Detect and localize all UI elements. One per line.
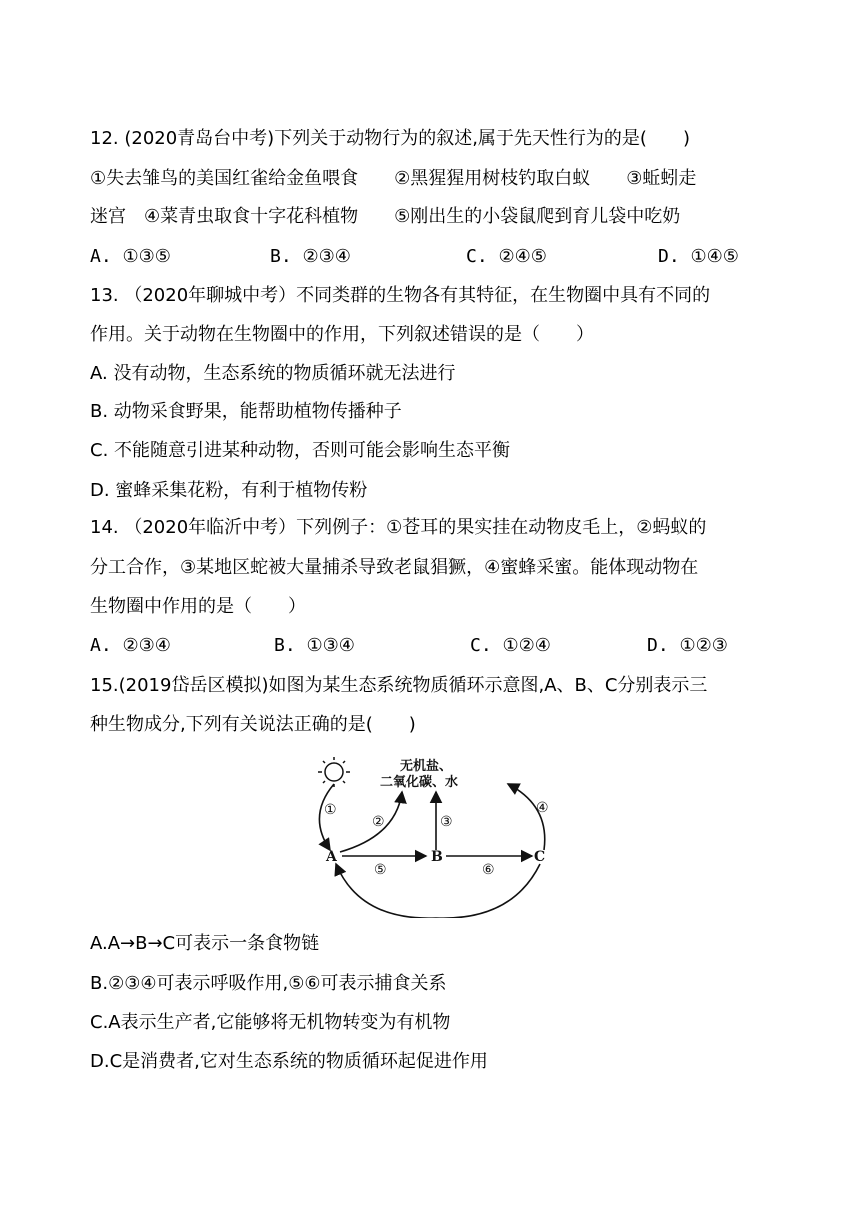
q12-line3: 迷宫 ④菜青虫取食十字花科植物 ⑤刚出生的小袋鼠爬到育儿袋中吃奶 — [90, 206, 681, 227]
arrow-2 — [340, 792, 402, 852]
q15-option-a: A.A→B→C可表示一条食物链 — [90, 933, 320, 954]
q12-option-d: D. ①④⑤ — [658, 246, 739, 267]
node-a: A — [326, 849, 337, 865]
label-3: ③ — [440, 814, 453, 830]
q14-line3: 生物圈中作用的是（ ） — [90, 596, 306, 617]
label-6: ⑥ — [482, 862, 495, 878]
q13-option-d: D. 蜜蜂采集花粉，有利于植物传粉 — [90, 480, 368, 501]
top-label-line1: 无机盐、 — [400, 759, 453, 774]
q15-stem: 15.(2019岱岳区模拟)如图为某生态系统物质循环示意图,A、B、C分别表示三 — [90, 675, 708, 696]
label-2: ② — [372, 814, 385, 830]
q13-stem: 13. （2020年聊城中考）不同类群的生物各有其特征，在生物圈中具有不同的 — [90, 285, 711, 306]
q15-option-c: C.A表示生产者,它能够将无机物转变为有机物 — [90, 1012, 451, 1033]
q12-option-c: C. ②④⑤ — [466, 246, 547, 267]
q13-option-a: A. 没有动物，生态系统的物质循环就无法进行 — [90, 363, 456, 384]
label-1: ① — [324, 802, 337, 818]
q14-option-b: B. ①③④ — [274, 635, 355, 656]
q12-line2: ①失去雏鸟的美国红雀给金鱼喂食 ②黑猩猩用树枝钓取白蚁 ③蚯蚓走 — [90, 168, 697, 189]
q12-stem: 12. (2020青岛台中考)下列关于动物行为的叙述,属于先天性行为的是( ) — [90, 128, 690, 149]
material-cycle-diagram — [312, 756, 562, 918]
q12-option-b: B. ②③④ — [270, 246, 351, 267]
q13-option-b: B. 动物采食野果，能帮助植物传播种子 — [90, 401, 402, 422]
q15-line2: 种生物成分,下列有关说法正确的是( ) — [90, 714, 416, 735]
q13-line2: 作用。关于动物在生物圈中的作用，下列叙述错误的是（ ） — [90, 324, 594, 345]
q14-stem: 14. （2020年临沂中考）下列例子：①苍耳的果实挂在动物皮毛上，②蚂蚁的 — [90, 517, 707, 538]
label-5: ⑤ — [374, 862, 387, 878]
q15-option-d: D.C是消费者,它对生态系统的物质循环起促进作用 — [90, 1051, 488, 1072]
label-4: ④ — [536, 800, 549, 816]
q14-option-d: D. ①②③ — [647, 635, 728, 656]
sun-icon — [318, 757, 350, 787]
node-c: C — [534, 849, 546, 865]
node-b: B — [431, 849, 443, 865]
q15-option-b: B.②③④可表示呼吸作用,⑤⑥可表示捕食关系 — [90, 973, 447, 994]
q13-option-c: C. 不能随意引进某种动物，否则可能会影响生态平衡 — [90, 440, 511, 461]
arrow-4 — [508, 784, 545, 850]
top-label-line2: 二氧化碳、水 — [380, 775, 459, 790]
q14-option-a: A. ②③④ — [90, 635, 171, 656]
q14-option-c: C. ①②④ — [470, 635, 551, 656]
bottom-arc — [336, 864, 540, 918]
q12-option-a: A. ①③⑤ — [90, 246, 171, 267]
q14-line2: 分工合作，③某地区蛇被大量捕杀导致老鼠猖獗，④蜜蜂采蜜。能体现动物在 — [90, 557, 699, 578]
